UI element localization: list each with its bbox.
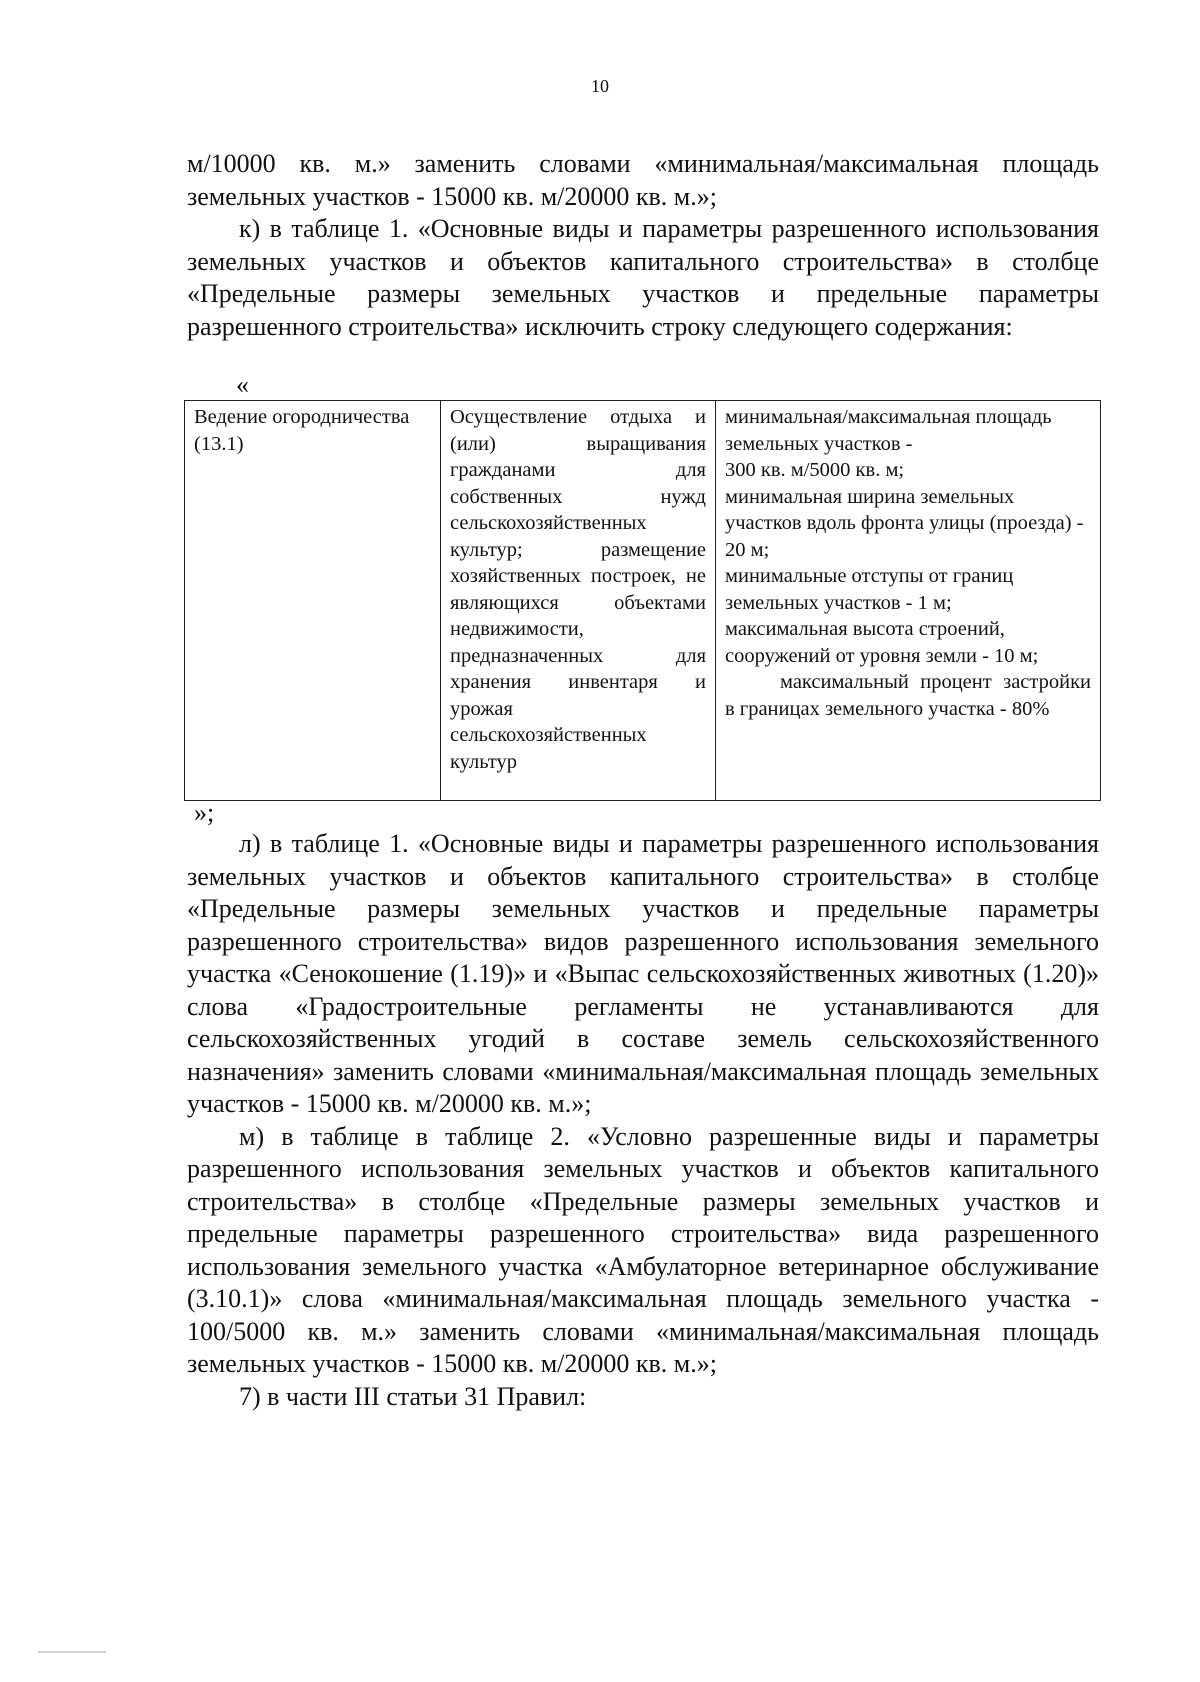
cell-use-parameters	[716, 401, 1101, 801]
cell-use-type: Ведение огородничества (13.1)	[185, 401, 441, 801]
item-k-paragraph: к) в таблице 1. «Основные виды и параметры разрешенного использования земельных участков и объектов капитального строительства» в столбце «Предельные размеры земельных участков и предельные параметры разрешенного строительства» исключить строку следующего содержания:	[187, 214, 1099, 341]
item-7-paragraph: 7) в части III статьи 31 Правил:	[239, 1381, 587, 1411]
body-section	[187, 828, 1099, 1413]
param-line: минимальные отступы от границ земельных участков - 1 м;	[725, 565, 1014, 614]
opening-quote: «	[236, 370, 249, 399]
param-line: максимальный процент застройки	[780, 671, 1091, 693]
regulation-table	[184, 400, 1101, 801]
param-line: в границах земельного участка - 80%	[725, 697, 1050, 720]
cell-use-description: Осуществление отдыха и (или) выращивания гражданами для собственных нужд сельскохозяйственных культур; размещение хозяйственных построек, не являющихся объектами недвижимости, предназначенных для хранения инвентаря и урожая сельскохозяйственных культур	[441, 401, 716, 801]
intro-section	[187, 148, 1099, 343]
table-row	[185, 401, 1101, 801]
intro-paragraph-end: м/10000 кв. м.» заменить словами «минимальная/максимальная площадь земельных участков - 15000 кв. м/20000 кв. м.»;	[187, 149, 1099, 211]
page-number: 10	[591, 76, 609, 96]
scan-artifact-line	[38, 1651, 106, 1653]
param-line: максимальная высота строений, сооружений от уровня земли - 10 м;	[725, 618, 1039, 667]
item-m-paragraph: м) в таблице в таблице 2. «Условно разрешенные виды и параметры разрешенного использования земельных участков и объектов капитального строительства» в столбце «Предельные размеры земельных участков и предельные параметры разрешенного строительства» вида разрешенного использования земельного участка «Амбулаторное ветеринарное обслуживание (3.10.1)» слова «минимальная/максимальная площадь земельного участка - 100/5000 кв. м.» заменить словами «минимальная/максимальная площадь земельных участков - 15000 кв. м/20000 кв. м.»;	[187, 1121, 1099, 1378]
param-line: минимальная ширина земельных участков вдоль фронта улицы (проезда) - 20 м;	[725, 485, 1084, 561]
param-line: 300 кв. м/5000 кв. м;	[725, 459, 905, 481]
param-line: минимальная/максимальная площадь земельных участков -	[725, 406, 1052, 455]
item-l-paragraph: л) в таблице 1. «Основные виды и параметры разрешенного использования земельных участков и объектов капитального строительства» в столбце «Предельные размеры земельных участков и предельные параметры разрешенного строительства» видов разрешенного использования земельного участка «Сенокошение (1.19)» и «Выпас сельскохозяйственных животных (1.20)» слова «Градостроительные регламенты не устанавливаются для сельскохозяйственных угодий в составе земель сельскохозяйственного назначения» заменить словами «минимальная/максимальная площадь земельных участков - 15000 кв. м/20000 кв. м.»;	[187, 829, 1099, 1118]
closing-quote: »;	[194, 798, 215, 827]
